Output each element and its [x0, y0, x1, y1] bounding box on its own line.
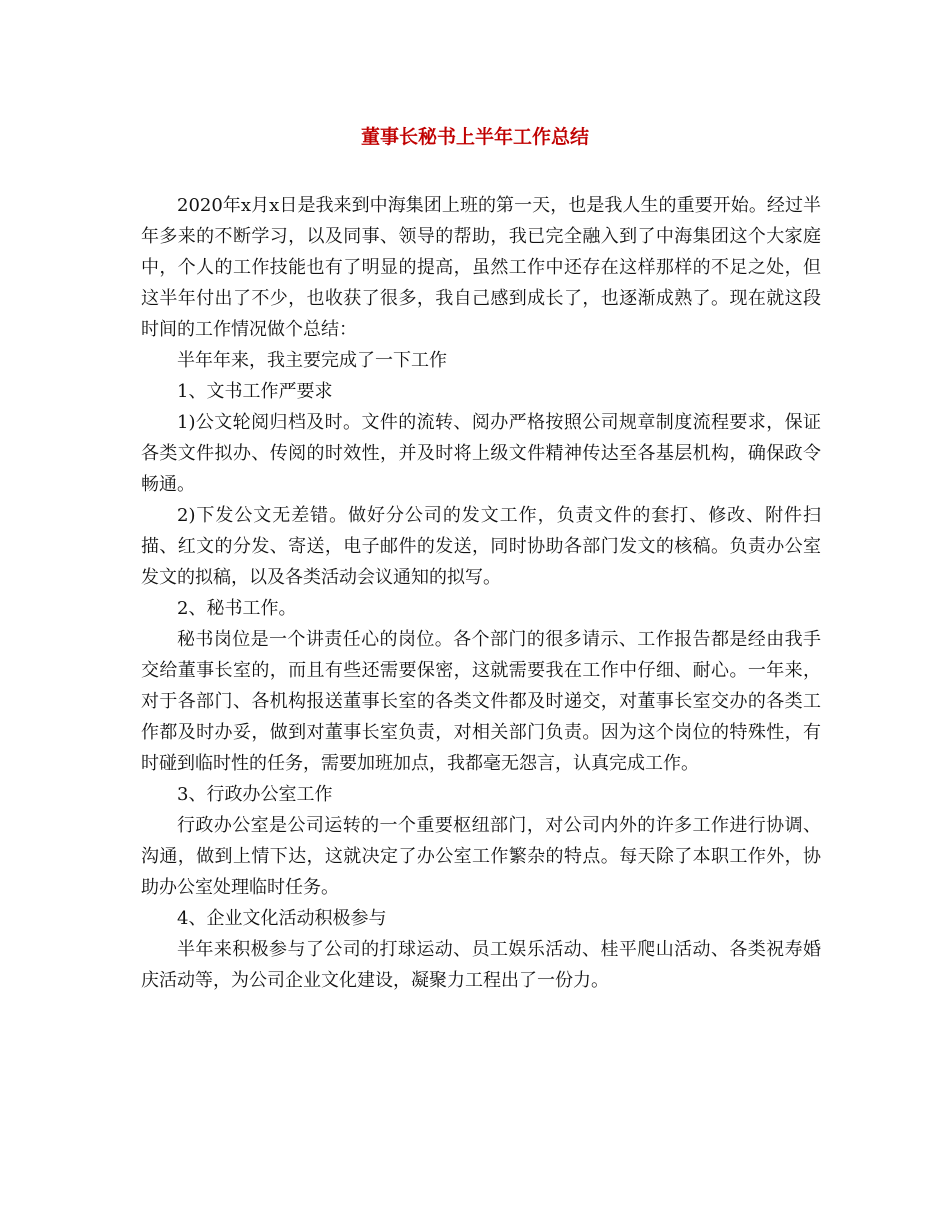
document-body	[141, 190, 821, 996]
paragraph-2: 秘书岗位是一个讲责任心的岗位。各个部门的很多请示、工作报告都是经由我手交给董事长室的，而且有些还需要保密，这就需要我在工作中仔细、耐心。一年来，对于各部门、各机构报送董事长室的各类文件都及时递交，对董事长室交办的各类工作都及时办妥，做到对董事长室负责，对相关部门负责。因为这个岗位的特殊性，有时碰到临时性的任务，需要加班加点，我都毫无怨言，认真完成工作。	[141, 629, 821, 774]
paragraph-1-1: 1)公文轮阅归档及时。文件的流转、阅办严格按照公司规章制度流程要求，保证各类文件拟办、传阅的时效性，并及时将上级文件精神传达至各基层机构，确保政令畅通。	[141, 412, 821, 495]
paragraph-3: 行政办公室是公司运转的一个重要枢纽部门，对公司内外的许多工作进行协调、沟通，做到上情下达，这就决定了办公室工作繁杂的特点。每天除了本职工作外，协助办公室处理临时任务。	[141, 815, 821, 898]
section-heading-2: 2、秘书工作。	[177, 598, 297, 619]
paragraph-4: 半年来积极参与了公司的打球运动、员工娱乐活动、桂平爬山活动、各类祝寿婚庆活动等，为公司企业文化建设，凝聚力工程出了一份力。	[141, 939, 821, 991]
paragraph-intro: 2020年x月x日是我来到中海集团上班的第一天，也是我人生的重要开始。经过半年多来的不断学习，以及同事、领导的帮助，我已完全融入到了中海集团这个大家庭中，个人的工作技能也有了明显的提高，虽然工作中还存在这样那样的不足之处，但这半年付出了不少，也收获了很多，我自己感到成长了，也逐渐成熟了。现在就这段时间的工作情况做个总结：	[141, 195, 821, 340]
section-heading-3: 3、行政办公室工作	[177, 784, 333, 805]
paragraph-summary-lead: 半年年来，我主要完成了一下工作	[177, 350, 447, 371]
paragraph-1-2: 2)下发公文无差错。做好分公司的发文工作，负责文件的套打、修改、附件扫描、红文的分发、寄送，电子邮件的发送，同时协助各部门发文的核稿。负责办公室发文的拟稿，以及各类活动会议通知的拟写。	[141, 505, 821, 588]
document-title: 董事长秘书上半年工作总结	[360, 126, 589, 148]
section-heading-4: 4、企业文化活动积极参与	[177, 908, 387, 929]
section-heading-1: 1、文书工作严要求	[177, 381, 333, 402]
